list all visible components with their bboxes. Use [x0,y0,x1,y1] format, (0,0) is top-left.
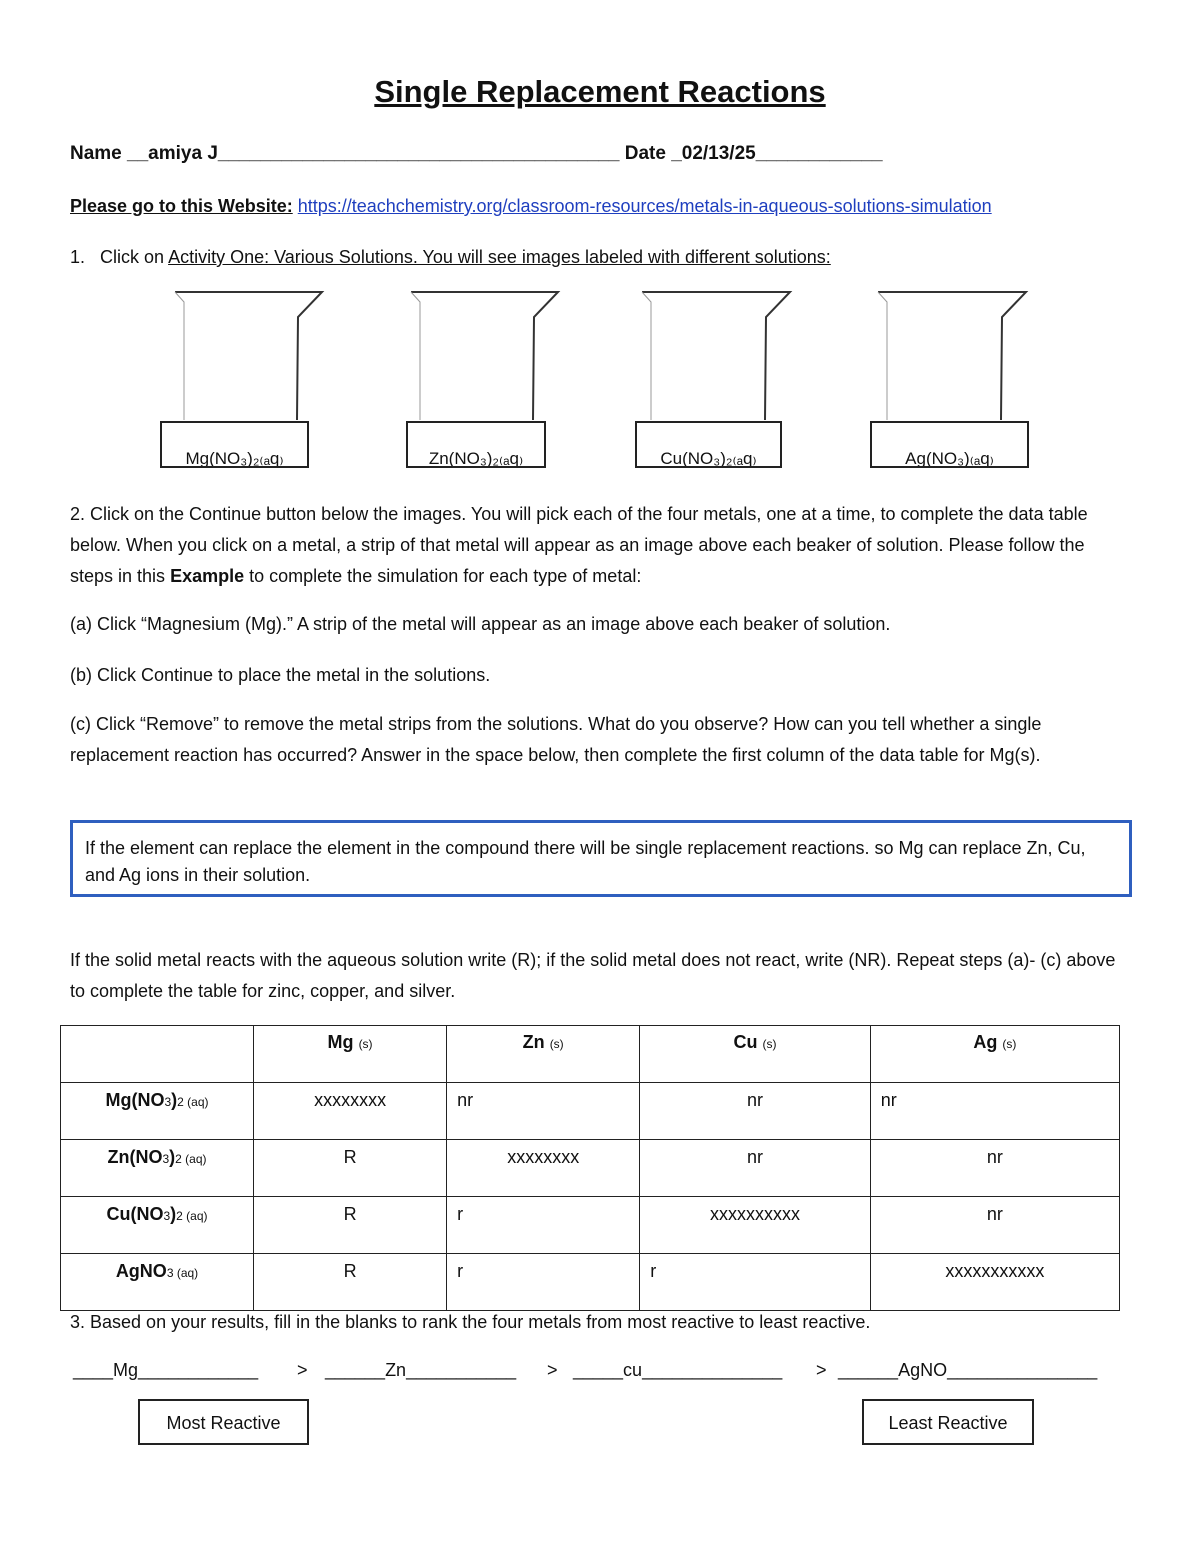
table-cell[interactable]: R [254,1254,447,1311]
table-cell[interactable]: nr [447,1083,640,1140]
table-cell[interactable]: r [447,1197,640,1254]
col-header-cu: Cu (s) [640,1026,871,1083]
step-2 [70,499,1130,592]
beaker-label-2: Zn(NO₃)₂₍ₐq₎ [406,421,546,468]
beaker-4-icon [878,292,1026,420]
example-word: Example [170,566,245,586]
rank-separator-1: > [297,1360,308,1380]
substep-b: (b) Click Continue to place the metal in the solutions. [70,665,491,685]
rank-blank-4[interactable]: ______AgNO_______________ [838,1360,1098,1380]
name-value[interactable]: __amiya J______________________________________ [127,143,620,164]
beaker-3-icon [642,292,790,420]
rank-blank-2[interactable]: ______Zn___________ [325,1360,517,1380]
step-2-text-end: to complete the simulation for each type of metal: [249,566,642,586]
table-cell[interactable]: R [254,1140,447,1197]
table-row [61,1140,1120,1197]
table-cell[interactable]: xxxxxxxx [447,1140,640,1197]
table-row [61,1197,1120,1254]
table-cell[interactable]: r [640,1254,871,1311]
page-title: Single Replacement Reactions [374,74,826,109]
beaker-2-icon [411,292,558,420]
table-cell[interactable]: xxxxxxxxxxx [870,1254,1119,1311]
col-header-zn: Zn (s) [447,1026,640,1083]
beaker-label-1: Mg(NO₃)₂₍ₐq₎ [160,421,309,468]
step-1-text: Activity One: Various Solutions. You will see images labeled with different solutions: [168,247,831,267]
website-link[interactable]: https://teachchemistry.org/classroom-resources/metals-in-aqueous-solutions-simulation [297,196,992,216]
row-header-mgno3: Mg(NO3)2 (aq) [61,1083,254,1140]
date-label: Date [624,143,666,164]
substep-a: (a) Click “Magnesium (Mg).” A strip of the metal will appear as an image above each beaker of solution. [70,614,891,634]
step-2-text: 2. Click on the Continue button below the images. You will pick each of the four metals, one at a time, to complete the data table below. When you click on a metal, a strip of that metal will appear as an image above each beaker of solution. Please follow the steps in this [70,504,1088,586]
website-line [70,196,992,217]
table-row [61,1083,1120,1140]
beaker-drawings [150,285,1050,425]
table-cell[interactable]: nr [640,1083,871,1140]
rank-blank-3[interactable]: _____cu______________ [573,1360,783,1380]
answer-box[interactable]: If the element can replace the element in the compound there will be single replacement reactions. so Mg can replace Zn, Cu, and Ag ions in their solution. [70,820,1132,897]
beaker-1-icon [175,292,322,420]
table-cell[interactable]: nr [870,1140,1119,1197]
least-reactive-label: Least Reactive [862,1399,1034,1445]
col-header-mg: Mg (s) [254,1026,447,1083]
rank-blank-1[interactable]: ____Mg____________ [73,1360,259,1380]
table-cell[interactable]: xxxxxxxxxx [640,1197,871,1254]
row-header-agno3: AgNO3 (aq) [61,1254,254,1311]
table-cell[interactable]: xxxxxxxx [254,1083,447,1140]
table-cell[interactable]: R [254,1197,447,1254]
date-value[interactable]: _02/13/25____________ [671,143,883,164]
rank-separator-3: > [816,1360,827,1380]
row-header-znno3: Zn(NO3)2 (aq) [61,1140,254,1197]
table-instructions: If the solid metal reacts with the aqueous solution write (R); if the solid metal does not react, write (NR). Repeat steps (a)- (c) above to complete the table for zinc, copper, and silver. [70,950,1116,1001]
name-label: Name [70,143,122,164]
website-label: Please go to this Website: [70,196,293,216]
most-reactive-label: Most Reactive [138,1399,309,1445]
beaker-label-4: Ag(NO₃)₍ₐq₎ [870,421,1029,468]
beaker-label-3: Cu(NO₃)₂₍ₐq₎ [635,421,782,468]
table-cell[interactable]: nr [870,1083,1119,1140]
step-1-prefix: Click on [100,247,165,267]
rank-separator-2: > [547,1360,558,1380]
row-header-cuno3: Cu(NO3)2 (aq) [61,1197,254,1254]
col-header-ag: Ag (s) [870,1026,1119,1083]
table-cell[interactable]: nr [870,1197,1119,1254]
results-table [60,1025,1120,1311]
table-header-row [61,1026,1120,1083]
substep-c: (c) Click “Remove” to remove the metal strips from the solutions. What do you observe? How can you tell whether a single replacement reaction has occurred? Answer in the space below, then complete the first column of the data table for Mg(s). [70,714,1042,765]
step-1-number: 1. [70,247,86,267]
table-cell[interactable]: r [447,1254,640,1311]
table-corner [61,1026,254,1083]
step-3: 3. Based on your results, fill in the blanks to rank the four metals from most reactive to least reactive. [70,1312,871,1332]
step-1 [70,247,831,268]
table-row [61,1254,1120,1311]
name-date-line [70,143,883,165]
table-cell[interactable]: nr [640,1140,871,1197]
